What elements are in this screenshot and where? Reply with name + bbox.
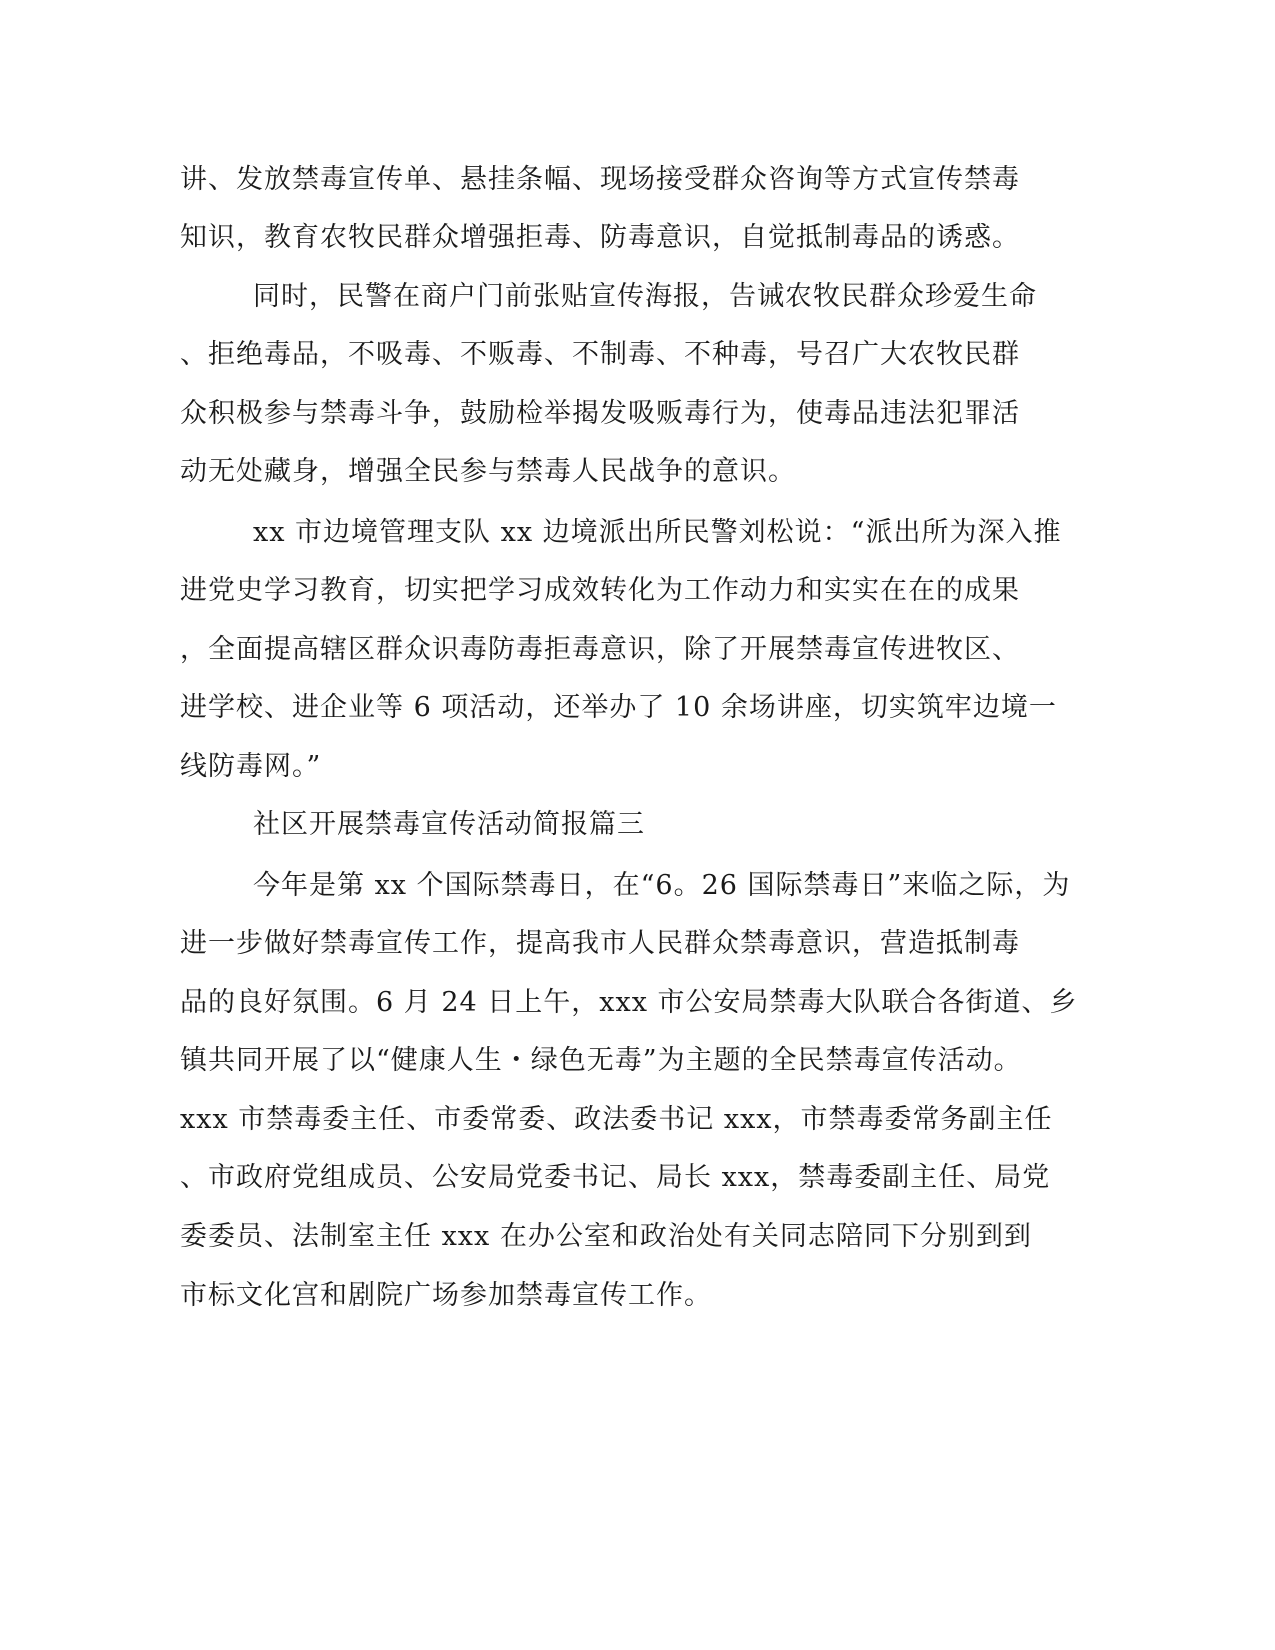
text-line: 同时，民警在商户门前张贴宣传海报，告诫农牧民群众珍爱生命: [253, 281, 1037, 312]
text-line: 、拒绝毒品，不吸毒、不贩毒、不制毒、不种毒，号召广大农牧民群: [180, 339, 1020, 370]
text-line: 进党史学习教育，切实把学习成效转化为工作动力和实实在在的成果: [180, 575, 1020, 606]
text-line: 进一步做好禁毒宣传工作，提高我市人民群众禁毒意识，营造抵制毒: [180, 928, 1020, 959]
text-line: 进学校、进企业等 6 项活动，还举办了 10 余场讲座，切实筑牢边境一: [180, 692, 1057, 723]
text-line: xxx 市禁毒委主任、市委常委、政法委书记 xxx，市禁毒委常务副主任: [180, 1104, 1053, 1135]
text-line: xx 市边境管理支队 xx 边境派出所民警刘松说：“派出所为深入推: [253, 517, 1062, 548]
text-line: 、市政府党组成员、公安局党委书记、局长 xxx，禁毒委副主任、局党: [180, 1162, 1051, 1193]
text-line: 委委员、法制室主任 xxx 在办公室和政治处有关同志陪同下分别到到: [180, 1221, 1032, 1252]
text-line: ，全面提高辖区群众识毒防毒拒毒意识，除了开展禁毒宣传进牧区、: [180, 634, 1020, 665]
text-line: 动无处藏身，增强全民参与禁毒人民战争的意识。: [180, 456, 796, 487]
text-line: 今年是第 xx 个国际禁毒日，在“6。26 国际禁毒日”来临之际，为: [253, 870, 1071, 901]
text-line: 知识，教育农牧民群众增强拒毒、防毒意识，自觉抵制毒品的诱惑。: [180, 222, 1020, 253]
text-line: 众积极参与禁毒斗争，鼓励检举揭发吸贩毒行为，使毒品违法犯罪活: [180, 398, 1020, 429]
text-line: 市标文化宫和剧院广场参加禁毒宣传工作。: [180, 1280, 712, 1311]
text-line: 讲、发放禁毒宣传单、悬挂条幅、现场接受群众咨询等方式宣传禁毒: [180, 164, 1020, 195]
text-line: 品的良好氛围。6 月 24 日上午，xxx 市公安局禁毒大队联合各街道、乡: [180, 987, 1078, 1018]
text-line: 线防毒网。”: [180, 751, 322, 782]
section-heading: 社区开展禁毒宣传活动简报篇三: [253, 809, 645, 840]
text-line: 镇共同开展了以“健康人生・绿色无毒”为主题的全民禁毒宣传活动。: [180, 1045, 1022, 1076]
